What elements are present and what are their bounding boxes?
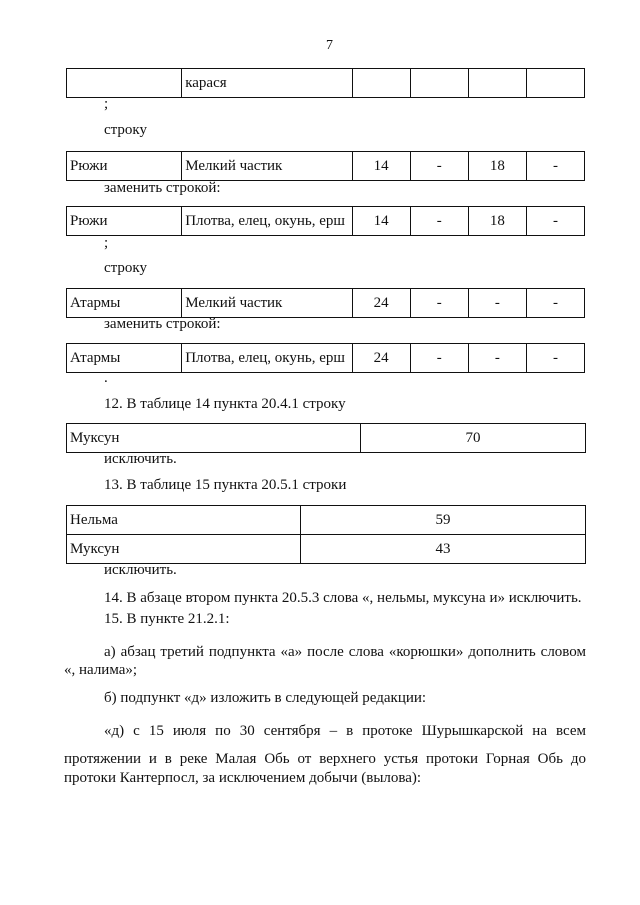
table-cell-gear: Атармы (67, 289, 182, 318)
table-cell-species: Мелкий частик (182, 289, 352, 318)
item-15a-line-1: а) абзац третий подпункта «а» после слова «корюшки» дополнить словом (104, 644, 586, 660)
semicolon-text: ; (104, 96, 109, 112)
table-cell (410, 69, 468, 98)
table-cell-species: Плотва, елец, окунь, ерш (182, 344, 352, 373)
table-cell: 24 (352, 344, 410, 373)
table-cell: 24 (352, 289, 410, 318)
stroku-text: строку (104, 260, 147, 276)
table-cell-value: 59 (301, 506, 586, 535)
table-cell-gear: Атармы (67, 344, 182, 373)
table-cell: - (526, 152, 584, 181)
fish-table-row-2 (66, 151, 585, 181)
table-cell-gear (67, 69, 182, 98)
table-cell (526, 69, 584, 98)
table-cell: - (410, 207, 468, 236)
nelma-muksun-table (66, 505, 586, 564)
semicolon-text: ; (104, 235, 109, 251)
item-15a-line-2: «, налима»; (64, 662, 138, 678)
period-text: . (104, 370, 108, 386)
table-cell (468, 69, 526, 98)
fish-table-row-5 (66, 343, 585, 373)
table-cell: - (526, 289, 584, 318)
table-cell: - (468, 289, 526, 318)
table-cell: 18 (468, 152, 526, 181)
item-15: 15. В пункте 21.2.1: (104, 611, 230, 627)
table-cell-species: Мелкий частик (182, 152, 352, 181)
table-cell: - (410, 289, 468, 318)
table-cell: - (526, 207, 584, 236)
table-cell-species: Нельма (67, 506, 301, 535)
replace-text: заменить строкой: (104, 316, 221, 332)
replace-text: заменить строкой: (104, 180, 221, 196)
item-14: 14. В абзаце втором пункта 20.5.3 слова «, нельмы, муксуна и» исключить. (104, 590, 582, 606)
table-cell: 18 (468, 207, 526, 236)
table-cell: - (410, 152, 468, 181)
table-cell (352, 69, 410, 98)
item-13: 13. В таблице 15 пункта 20.5.1 строки (104, 477, 347, 493)
fish-table-row-3 (66, 206, 585, 236)
item-15b: б) подпункт «д» изложить в следующей редакции: (104, 690, 427, 706)
quote-line-2: протяжении и в реке Малая Обь от верхнего устья протоки Горная Обь до (64, 751, 586, 767)
table-cell-gear: Рюжи (67, 207, 182, 236)
stroku-text: строку (104, 122, 147, 138)
quote-line-3: протоки Кантерпосл, за исключением добычи (вылова): (64, 770, 422, 786)
item-12: 12. В таблице 14 пункта 20.4.1 строку (104, 396, 346, 412)
table-cell: 14 (352, 207, 410, 236)
exclude-text: исключить. (104, 562, 177, 578)
table-cell-value: 70 (361, 424, 586, 453)
table-cell-species: карася (182, 69, 352, 98)
table-cell-species: Муксун (67, 424, 361, 453)
exclude-text: исключить. (104, 451, 177, 467)
fish-table-row-4 (66, 288, 585, 318)
table-cell-value: 43 (301, 535, 586, 564)
table-cell: - (410, 344, 468, 373)
table-cell-gear: Рюжи (67, 152, 182, 181)
fish-table-row-1 (66, 68, 585, 98)
table-cell: 14 (352, 152, 410, 181)
page-number: 7 (326, 38, 333, 53)
table-cell: - (526, 344, 584, 373)
table-cell: - (468, 344, 526, 373)
table-cell-species: Муксун (67, 535, 301, 564)
muksun-table (66, 423, 586, 453)
table-cell-species: Плотва, елец, окунь, ерш (182, 207, 352, 236)
quote-line-1: «д) с 15 июля по 30 сентября – в протоке Шурышкарской на всем (104, 723, 586, 739)
